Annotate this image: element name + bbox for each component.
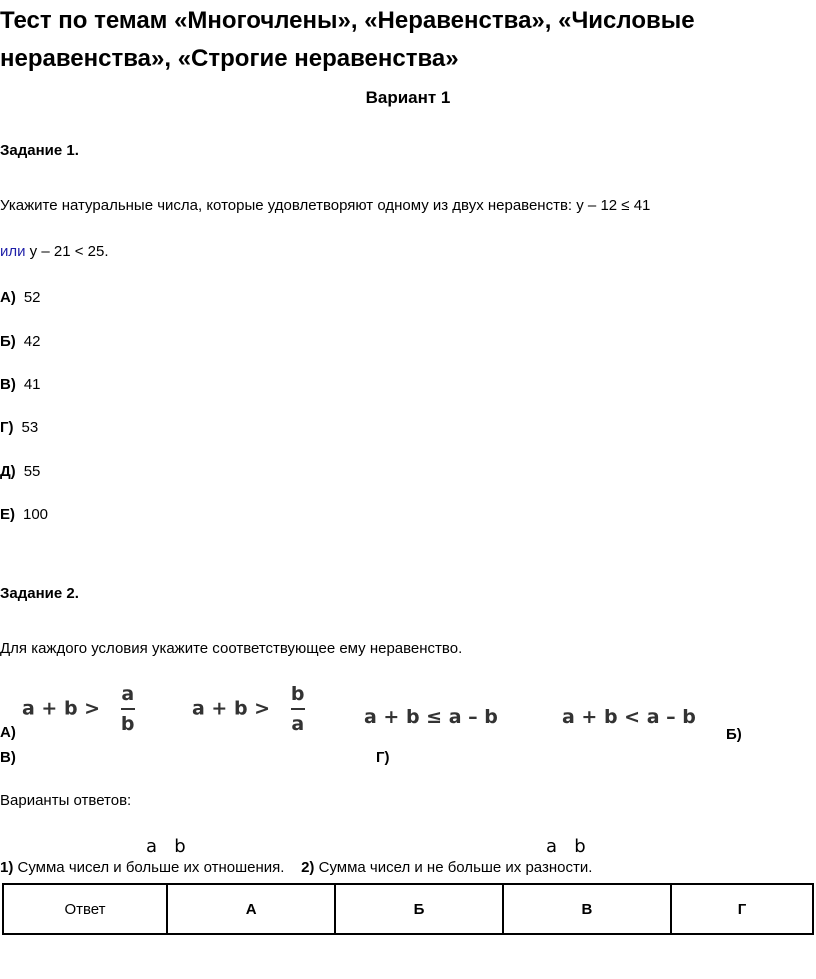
option-letter: Д) xyxy=(0,463,16,480)
task1-line2-rest: y – 21 < 25. xyxy=(25,243,109,260)
task1-option xyxy=(0,333,40,350)
task2-instruction: Для каждого условия укажите соответствующее ему неравенство. xyxy=(0,640,463,657)
task1-option xyxy=(0,506,48,523)
option-letter: Г) xyxy=(0,419,14,436)
label-a: А) xyxy=(0,724,16,741)
fraction-denominator: a xyxy=(291,713,305,735)
option-letter: А) xyxy=(0,289,16,306)
answer1-number: 1) xyxy=(0,859,14,876)
answer-variants-line xyxy=(0,859,592,876)
answer-table xyxy=(2,883,814,935)
variant-heading: Вариант 1 xyxy=(365,88,451,107)
option-letter: Е) xyxy=(0,506,15,523)
option-value: 52 xyxy=(23,289,41,306)
option-value: 55 xyxy=(23,463,41,480)
fraction-numerator: b xyxy=(290,683,305,705)
formula-a xyxy=(22,682,135,736)
option-value: 53 xyxy=(21,419,39,436)
task1-heading: Задание 1. xyxy=(0,142,79,159)
label-v: В) xyxy=(0,749,16,766)
formula-a-left: a + b > xyxy=(22,697,101,720)
formula-a-fraction xyxy=(121,682,135,736)
task1-line1: Укажите натуральные числа, которые удовлетворяют одному из двух неравенств: y – 12 ≤ 41 xyxy=(0,197,651,214)
formula-b xyxy=(192,682,305,736)
formula-v: a + b ≤ a – b xyxy=(364,706,498,728)
task1-option xyxy=(0,463,40,480)
answer2-text: Сумма чисел и не больше их разности. xyxy=(318,859,593,876)
task2-heading: Задание 2. xyxy=(0,585,79,602)
ab-letters-2: a b xyxy=(546,836,586,857)
option-letter: В) xyxy=(0,376,16,393)
task1-option xyxy=(0,419,38,436)
page-title: Тест по темам «Многочлены», «Неравенства», «Числовые неравенства», «Строгие неравенства» xyxy=(0,7,695,72)
option-value: 42 xyxy=(23,333,41,350)
fraction-bar xyxy=(291,708,305,710)
answer-column-v[interactable]: В xyxy=(503,884,671,934)
or-word: или xyxy=(0,243,26,260)
option-value: 41 xyxy=(23,376,41,393)
task1-option xyxy=(0,376,41,393)
formula-g: a + b < a – b xyxy=(562,706,696,728)
option-letter: Б) xyxy=(0,333,16,350)
answer-column-g[interactable]: Г xyxy=(671,884,813,934)
label-g: Г) xyxy=(376,749,390,766)
answers-heading: Варианты ответов: xyxy=(0,792,132,809)
formula-b-left: a + b > xyxy=(192,697,271,720)
formula-b-fraction xyxy=(291,682,305,736)
option-value: 100 xyxy=(23,506,49,523)
answer-column-a[interactable]: А xyxy=(167,884,335,934)
fraction-bar xyxy=(121,708,135,710)
fraction-denominator: b xyxy=(120,713,135,735)
answer-column-b[interactable]: Б xyxy=(335,884,503,934)
table-row xyxy=(3,884,813,934)
answer1-text: Сумма чисел и больше их отношения. xyxy=(17,859,285,876)
answer-label-cell: Ответ xyxy=(3,884,167,934)
task1-option xyxy=(0,289,41,306)
answer2-number: 2) xyxy=(301,859,315,876)
fraction-numerator: a xyxy=(121,683,135,705)
ab-letters-1: a b xyxy=(146,836,186,857)
label-b: Б) xyxy=(726,726,742,743)
task1-line2 xyxy=(0,243,109,260)
